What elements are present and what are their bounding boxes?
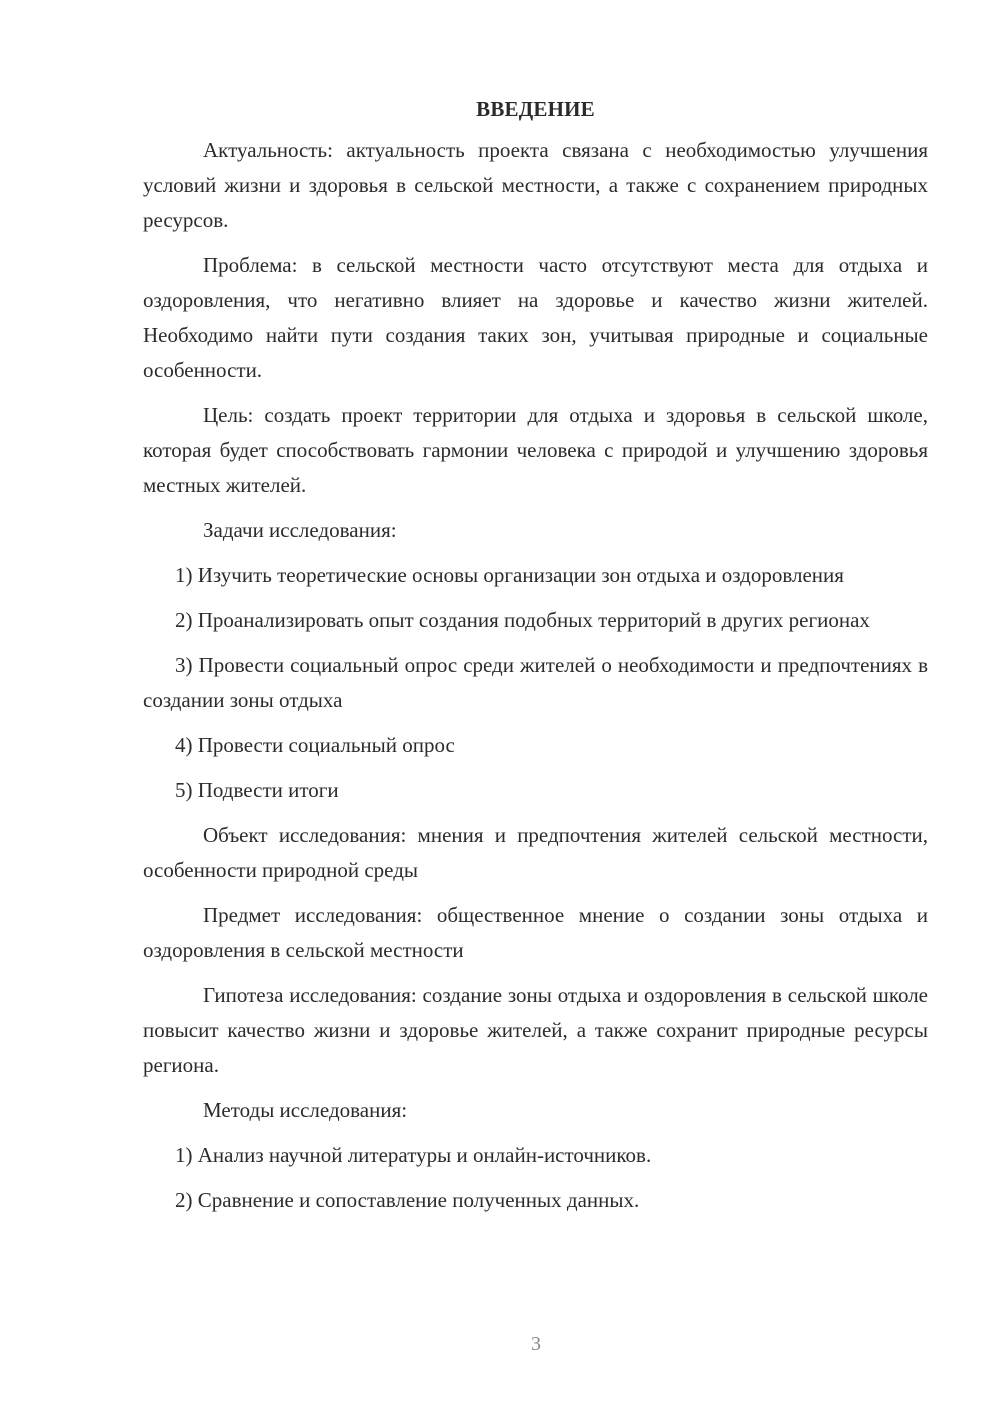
object-paragraph: Объект исследования: мнения и предпочтения жителей сельской местности, особенности природной среды [143, 823, 928, 882]
task-item: 1) Изучить теоретические основы организации зон отдыха и оздоровления [175, 563, 844, 587]
problem-paragraph: Проблема: в сельской местности часто отсутствуют места для отдыха и оздоровления, что негативно влияет на здоровье и качество жизни жителей. Необходимо найти пути создания таких зон, учитывая природные и социальные особенности. [143, 253, 928, 382]
document-page [143, 92, 928, 1228]
method-item: 1) Анализ научной литературы и онлайн-источников. [175, 1143, 652, 1167]
page-number: 3 [531, 1333, 541, 1355]
subject-paragraph: Предмет исследования: общественное мнение о создании зоны отдыха и оздоровления в сельской местности [143, 903, 928, 962]
methods-title: Методы исследования: [203, 1098, 408, 1122]
task-item: 4) Провести социальный опрос [175, 733, 455, 757]
relevance-paragraph: Актуальность: актуальность проекта связана с необходимостью улучшения условий жизни и здоровья в сельской местности, а также с сохранением природных ресурсов. [143, 138, 928, 232]
tasks-title: Задачи исследования: [203, 518, 397, 542]
section-heading: ВВЕДЕНИЕ [476, 97, 595, 121]
task-item: 2) Проанализировать опыт создания подобных территорий в других регионах [175, 608, 870, 632]
goal-paragraph: Цель: создать проект территории для отдыха и здоровья в сельской школе, которая будет способствовать гармонии человека с природой и улучшению здоровья местных жителей. [143, 403, 928, 497]
hypothesis-paragraph: Гипотеза исследования: создание зоны отдыха и оздоровления в сельской школе повысит качество жизни и здоровье жителей, а также сохранит природные ресурсы региона. [143, 983, 928, 1077]
task-item: 3) Провести социальный опрос среди жителей о необходимости и предпочтениях в создании зоны отдыха [143, 653, 928, 712]
method-item: 2) Сравнение и сопоставление полученных данных. [175, 1188, 640, 1212]
task-item: 5) Подвести итоги [175, 778, 339, 802]
